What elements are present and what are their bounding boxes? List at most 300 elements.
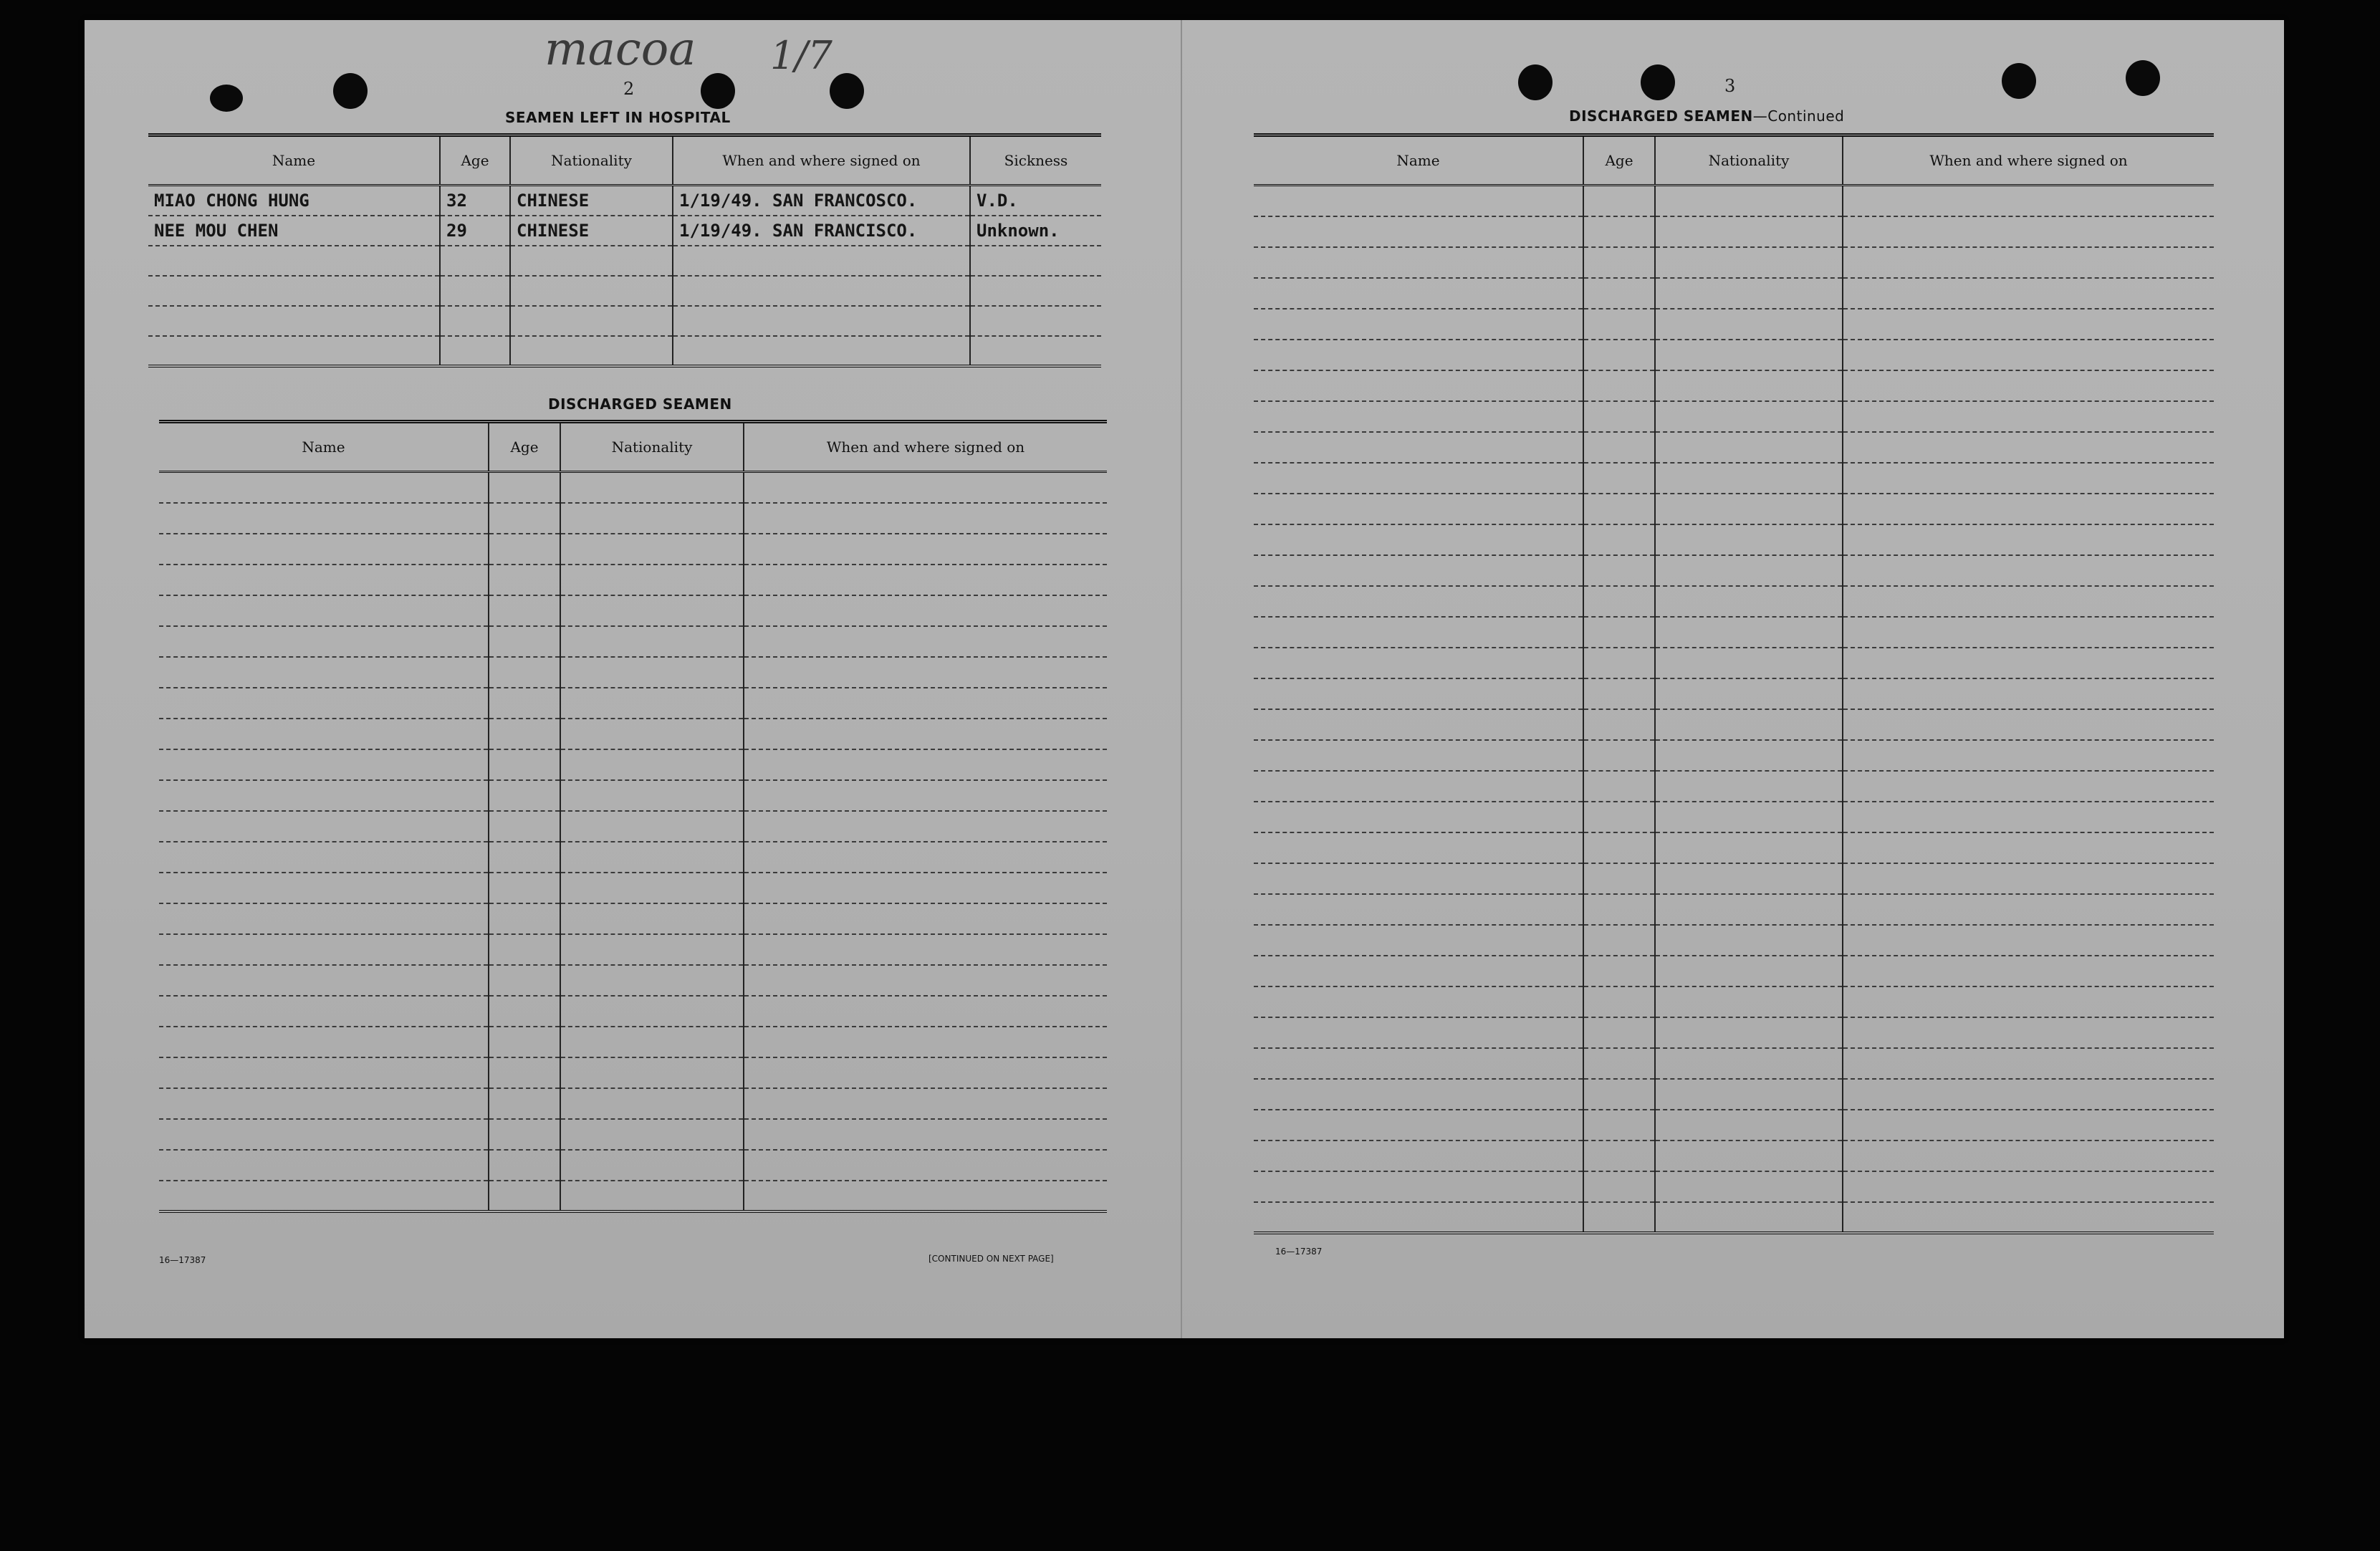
table-cell (560, 965, 744, 996)
table-cell (159, 1181, 489, 1211)
table-cell (159, 965, 489, 996)
table-cell (489, 657, 560, 688)
table-cell (159, 472, 489, 503)
table-cell (1254, 925, 1583, 956)
continued-note: [CONTINUED ON NEXT PAGE] (929, 1254, 1054, 1264)
table-cell (1254, 863, 1583, 894)
table-row (1254, 278, 2214, 309)
table-cell (489, 719, 560, 749)
table-cell: 29 (440, 216, 510, 246)
discharged-continued-table (1254, 133, 2214, 1234)
table-cell (744, 1088, 1107, 1119)
table-cell (1843, 494, 2214, 524)
column-header-signed-on: When and where signed on (744, 422, 1107, 472)
table-cell (1655, 925, 1843, 956)
column-header-age: Age (440, 135, 510, 186)
table-cell (159, 626, 489, 657)
table-cell (1655, 1048, 1843, 1079)
table-cell (560, 1088, 744, 1119)
column-header-age: Age (489, 422, 560, 472)
table-row (1254, 401, 2214, 432)
table-cell (1655, 832, 1843, 863)
table-row (1254, 709, 2214, 740)
table-cell: 32 (440, 186, 510, 216)
table-cell (1843, 802, 2214, 832)
table-cell (489, 503, 560, 534)
table-cell (1254, 1171, 1583, 1202)
table-cell (560, 503, 744, 534)
table-cell (1843, 1079, 2214, 1110)
table-cell (440, 336, 510, 366)
table-cell (440, 276, 510, 306)
table-cell: NEE MOU CHEN (148, 216, 440, 246)
table-cell (970, 276, 1101, 306)
table-cell: CHINESE (510, 216, 673, 246)
table-cell (1655, 494, 1843, 524)
table-cell (510, 246, 673, 276)
table-cell (1583, 1017, 1655, 1048)
table-row (159, 472, 1107, 503)
table-cell (1843, 986, 2214, 1017)
table-cell (159, 1027, 489, 1057)
column-header-sickness: Sickness (970, 135, 1101, 186)
table-cell (1254, 401, 1583, 432)
table-cell (1254, 555, 1583, 586)
table-cell (1843, 1017, 2214, 1048)
table-cell (489, 811, 560, 842)
table-cell (1843, 648, 2214, 678)
table-cell (560, 534, 744, 565)
page-fold (1181, 20, 1182, 1338)
punch-hole (210, 85, 243, 112)
table-cell (744, 472, 1107, 503)
table-row (1254, 1141, 2214, 1171)
table-cell (744, 1027, 1107, 1057)
table-cell: Unknown. (970, 216, 1101, 246)
table-row (159, 965, 1107, 996)
table-row (159, 1088, 1107, 1119)
table-cell (1254, 771, 1583, 802)
table-cell (1655, 1202, 1843, 1233)
table-row (1254, 555, 2214, 586)
table-cell (159, 1057, 489, 1088)
table-cell (1254, 1110, 1583, 1141)
table-cell (489, 1181, 560, 1211)
discharged-section-title: DISCHARGED SEAMEN (548, 395, 732, 413)
table-cell (1254, 370, 1583, 401)
table-cell (1583, 894, 1655, 925)
table-cell (744, 965, 1107, 996)
table-cell (1843, 740, 2214, 771)
table-cell (1843, 555, 2214, 586)
table-row (159, 842, 1107, 873)
right-header-row (1254, 135, 2214, 186)
table-row (159, 1057, 1107, 1088)
table-cell (1583, 401, 1655, 432)
table-cell (1655, 1141, 1843, 1171)
table-row (148, 216, 1101, 246)
table-row (1254, 494, 2214, 524)
table-row (1254, 309, 2214, 340)
table-cell (744, 1150, 1107, 1181)
table-cell (1254, 278, 1583, 309)
table-cell (1655, 463, 1843, 494)
table-row (1254, 956, 2214, 986)
table-cell (1655, 432, 1843, 463)
table-cell (440, 306, 510, 336)
table-row (1254, 1048, 2214, 1079)
table-cell (1583, 340, 1655, 370)
table-cell (1583, 216, 1655, 247)
table-cell: V.D. (970, 186, 1101, 216)
table-cell (1254, 709, 1583, 740)
table-cell (440, 246, 510, 276)
table-cell (1843, 1048, 2214, 1079)
table-cell (744, 1057, 1107, 1088)
table-row (1254, 1017, 2214, 1048)
table-cell (1655, 1171, 1843, 1202)
table-row (159, 1027, 1107, 1057)
table-cell (970, 306, 1101, 336)
discharged-table (159, 420, 1107, 1213)
table-cell (560, 1119, 744, 1150)
punch-hole (1518, 64, 1553, 100)
table-cell (560, 842, 744, 873)
table-cell (1583, 1141, 1655, 1171)
table-cell (1583, 1171, 1655, 1202)
table-cell (1254, 1048, 1583, 1079)
table-row (159, 1119, 1107, 1150)
table-cell (1843, 370, 2214, 401)
table-cell (1583, 186, 1655, 216)
column-header-signed-on: When and where signed on (673, 135, 970, 186)
table-row (1254, 678, 2214, 709)
table-cell (159, 1088, 489, 1119)
table-cell (159, 996, 489, 1027)
table-row (1254, 340, 2214, 370)
table-cell (1583, 740, 1655, 771)
table-cell (560, 1027, 744, 1057)
table-cell (1254, 186, 1583, 216)
table-cell (1655, 370, 1843, 401)
table-cell (1843, 247, 2214, 278)
table-cell (148, 276, 440, 306)
punch-hole (701, 73, 735, 109)
table-cell (1583, 278, 1655, 309)
table-cell (159, 1150, 489, 1181)
table-cell (1843, 1202, 2214, 1233)
table-cell (1583, 1202, 1655, 1233)
table-cell (1583, 771, 1655, 802)
table-cell (489, 1027, 560, 1057)
table-cell (560, 1181, 744, 1211)
table-cell (744, 811, 1107, 842)
form-number: 16—17387 (1275, 1247, 1323, 1257)
column-header-nationality: Nationality (510, 135, 673, 186)
table-cell (1655, 802, 1843, 832)
table-cell (1655, 1017, 1843, 1048)
table-row (1254, 370, 2214, 401)
table-cell (159, 873, 489, 903)
table-cell (1655, 216, 1843, 247)
table-cell (1655, 678, 1843, 709)
table-cell (1843, 432, 2214, 463)
table-row (1254, 1202, 2214, 1233)
table-cell (1655, 648, 1843, 678)
table-cell (1254, 1017, 1583, 1048)
table-cell (560, 749, 744, 780)
table-row (1254, 432, 2214, 463)
table-cell (744, 1119, 1107, 1150)
table-cell (560, 565, 744, 595)
table-row (159, 903, 1107, 934)
table-cell (1843, 709, 2214, 740)
column-header-name: Name (1254, 135, 1583, 186)
table-cell (1655, 1079, 1843, 1110)
table-cell (1655, 309, 1843, 340)
table-row (1254, 894, 2214, 925)
table-cell (1843, 278, 2214, 309)
table-cell (1254, 740, 1583, 771)
table-cell (744, 503, 1107, 534)
table-cell (1583, 678, 1655, 709)
hospital-header-row (148, 135, 1101, 186)
table-cell (560, 719, 744, 749)
table-cell (1655, 401, 1843, 432)
column-header-signed-on: When and where signed on (1843, 135, 2214, 186)
table-cell (1254, 802, 1583, 832)
discharged-header-row (159, 422, 1107, 472)
table-row (1254, 802, 2214, 832)
table-row (1254, 771, 2214, 802)
column-header-name: Name (159, 422, 489, 472)
table-row (159, 626, 1107, 657)
table-cell (1583, 555, 1655, 586)
table-cell (1583, 925, 1655, 956)
table-cell: MIAO CHONG HUNG (148, 186, 440, 216)
table-cell (673, 276, 970, 306)
table-cell (560, 811, 744, 842)
table-cell (489, 873, 560, 903)
column-header-nationality: Nationality (1655, 135, 1843, 186)
table-row (1254, 1079, 2214, 1110)
table-cell (1583, 1110, 1655, 1141)
table-cell (1655, 247, 1843, 278)
table-cell (1655, 340, 1843, 370)
table-cell (1583, 586, 1655, 617)
table-cell (1655, 617, 1843, 648)
table-cell (148, 246, 440, 276)
table-cell (489, 1150, 560, 1181)
table-cell (1583, 463, 1655, 494)
right-section-title-suffix: —Continued (1752, 107, 1845, 125)
table-cell (673, 306, 970, 336)
table-cell (1254, 956, 1583, 986)
table-cell (744, 565, 1107, 595)
table-cell (1254, 309, 1583, 340)
table-cell (1843, 586, 2214, 617)
table-cell (1254, 1141, 1583, 1171)
table-cell (673, 246, 970, 276)
punch-hole (333, 73, 368, 109)
table-row (1254, 463, 2214, 494)
table-row (1254, 925, 2214, 956)
hospital-section-title: SEAMEN LEFT IN HOSPITAL (505, 109, 731, 126)
table-cell (510, 336, 673, 366)
table-row (159, 1181, 1107, 1211)
column-header-age: Age (1583, 135, 1655, 186)
table-cell (744, 1181, 1107, 1211)
handwritten-number: 1/7 (770, 33, 832, 78)
table-cell: 1/19/49. SAN FRANCOSCO. (673, 186, 970, 216)
table-cell (1254, 894, 1583, 925)
table-cell (560, 657, 744, 688)
table-cell (744, 595, 1107, 626)
table-cell (744, 688, 1107, 719)
table-cell (1843, 863, 2214, 894)
table-row (159, 749, 1107, 780)
table-cell (1843, 771, 2214, 802)
table-cell (1583, 956, 1655, 986)
table-cell (1254, 832, 1583, 863)
hospital-table (148, 133, 1101, 368)
table-cell (970, 336, 1101, 366)
table-row (1254, 216, 2214, 247)
table-row (1254, 247, 2214, 278)
table-cell (1583, 370, 1655, 401)
table-cell (159, 595, 489, 626)
table-cell (489, 1119, 560, 1150)
table-cell (159, 503, 489, 534)
table-cell (148, 336, 440, 366)
table-cell (744, 657, 1107, 688)
table-row (1254, 740, 2214, 771)
right-page-number: 3 (1724, 76, 1736, 96)
table-cell (489, 565, 560, 595)
table-cell (744, 934, 1107, 965)
table-cell (148, 306, 440, 336)
table-cell (489, 996, 560, 1027)
table-cell (510, 276, 673, 306)
table-cell (489, 1057, 560, 1088)
table-cell (1655, 740, 1843, 771)
table-cell (1583, 494, 1655, 524)
table-row (1254, 586, 2214, 617)
table-row (1254, 1171, 2214, 1202)
table-row (1254, 648, 2214, 678)
table-cell (673, 336, 970, 366)
table-cell (1655, 771, 1843, 802)
table-cell (489, 595, 560, 626)
table-cell (1655, 1110, 1843, 1141)
right-section-title-main: DISCHARGED SEAMEN (1569, 107, 1753, 125)
table-cell (1254, 247, 1583, 278)
table-cell (1583, 432, 1655, 463)
table-cell (1254, 678, 1583, 709)
table-cell (159, 657, 489, 688)
table-cell (1254, 524, 1583, 555)
table-cell (560, 903, 744, 934)
table-cell (560, 1150, 744, 1181)
column-header-name: Name (148, 135, 440, 186)
punch-hole (2126, 60, 2160, 96)
table-cell (1254, 463, 1583, 494)
table-cell (489, 1088, 560, 1119)
table-cell (1583, 247, 1655, 278)
table-cell (159, 934, 489, 965)
table-cell: CHINESE (510, 186, 673, 216)
table-cell (489, 688, 560, 719)
table-cell (1843, 401, 2214, 432)
table-cell (560, 626, 744, 657)
table-cell (970, 246, 1101, 276)
table-cell (1843, 894, 2214, 925)
table-row (1254, 186, 2214, 216)
table-cell (560, 472, 744, 503)
table-cell (1254, 617, 1583, 648)
table-cell (489, 934, 560, 965)
table-cell (159, 719, 489, 749)
table-cell (1843, 956, 2214, 986)
table-cell (1843, 340, 2214, 370)
punch-hole (830, 73, 864, 109)
table-cell (560, 688, 744, 719)
table-cell (744, 749, 1107, 780)
table-row (159, 503, 1107, 534)
table-cell (159, 780, 489, 811)
table-cell (744, 996, 1107, 1027)
table-cell (1655, 555, 1843, 586)
table-cell (159, 565, 489, 595)
table-cell (1843, 524, 2214, 555)
table-cell (1254, 986, 1583, 1017)
table-cell (1254, 494, 1583, 524)
table-cell (1583, 309, 1655, 340)
table-row (159, 719, 1107, 749)
table-cell (1655, 586, 1843, 617)
table-row (148, 336, 1101, 366)
table-cell (560, 1057, 744, 1088)
table-row (159, 565, 1107, 595)
table-cell (1254, 340, 1583, 370)
table-cell (560, 595, 744, 626)
table-row (1254, 1110, 2214, 1141)
table-row (148, 306, 1101, 336)
table-cell (1843, 309, 2214, 340)
table-cell (159, 749, 489, 780)
table-cell (159, 534, 489, 565)
table-cell (744, 903, 1107, 934)
table-row (1254, 986, 2214, 1017)
table-cell (159, 1119, 489, 1150)
table-cell (1843, 1171, 2214, 1202)
table-cell (159, 842, 489, 873)
table-row (148, 276, 1101, 306)
table-cell (489, 626, 560, 657)
table-cell (1843, 678, 2214, 709)
table-cell (1655, 524, 1843, 555)
table-cell (1843, 1141, 2214, 1171)
table-cell (1655, 986, 1843, 1017)
table-cell (1843, 216, 2214, 247)
table-cell (1655, 956, 1843, 986)
table-cell (1254, 586, 1583, 617)
table-cell: 1/19/49. SAN FRANCISCO. (673, 216, 970, 246)
table-row (1254, 617, 2214, 648)
table-cell (1843, 463, 2214, 494)
table-cell (1583, 524, 1655, 555)
table-cell (1843, 925, 2214, 956)
